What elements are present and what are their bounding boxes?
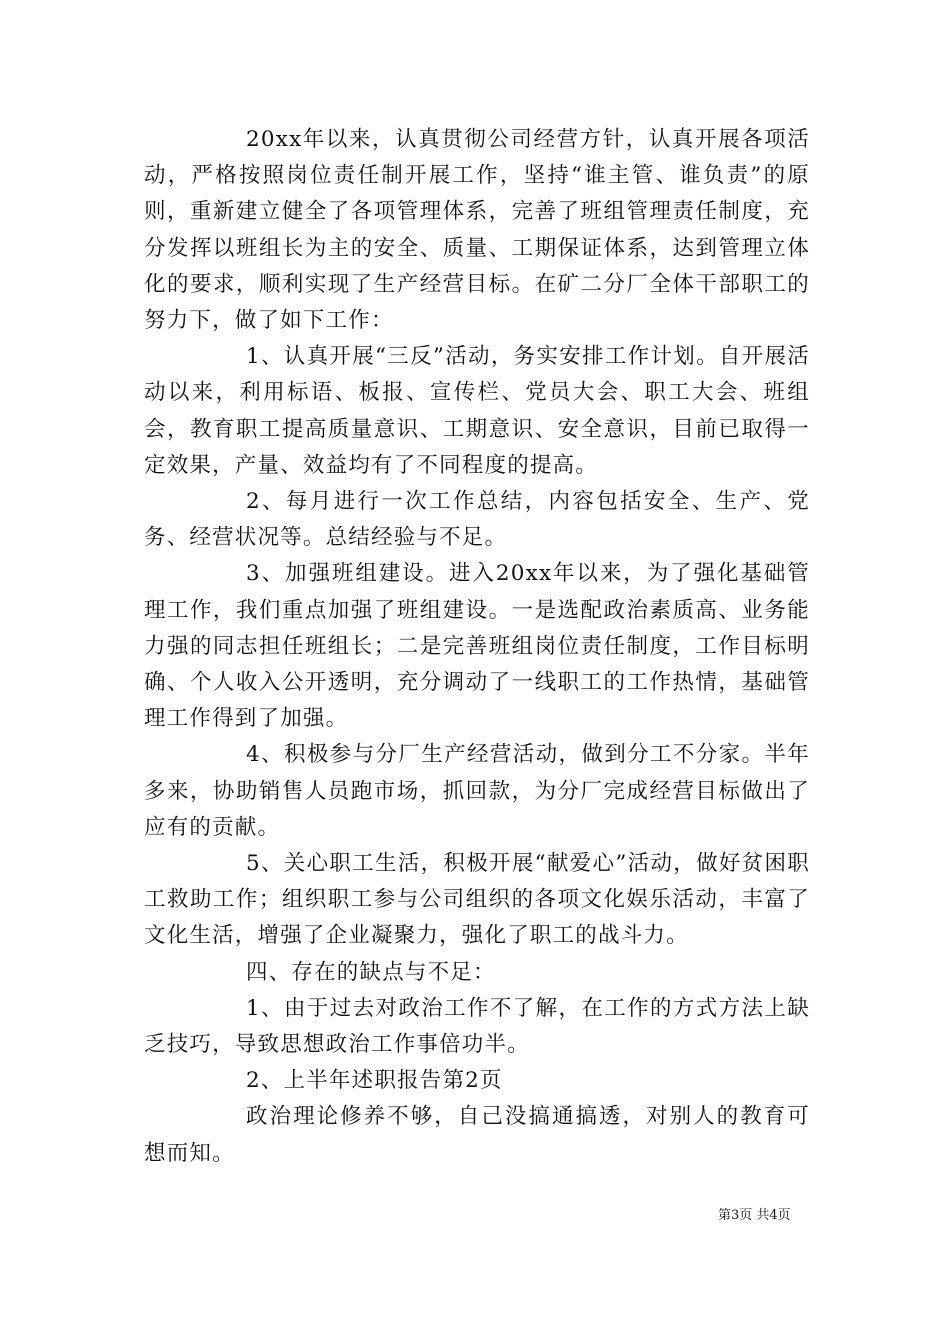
paragraph-item-2: 2、每月进行一次工作总结，内容包括安全、生产、党务、经营状况等。总结经验与不足。 [144, 489, 810, 551]
paragraph-item-3: 3、加强班组建设。进入20xx年以来，为了强化基础管理工作，我们重点加强了班组建设。一是选配政治素质高、业务能力强的同志担任班组长；二是完善班组岗位责任制度，工作目标明确、个人收入公开透明，充分调动了一线职工的工作热情，基础管理工作得到了加强。 [144, 561, 810, 732]
paragraph-shortcoming-1: 1、由于过去对政治工作不了解，在工作的方式方法上缺乏技巧，导致思想政治工作事倍功半。 [144, 995, 810, 1058]
document-body [144, 122, 810, 1172]
section-heading-shortcomings: 四、存在的缺点与不足： [246, 959, 496, 985]
paragraph-item-1: 1、认真开展“三反”活动，务实安排工作计划。自开展活动以来，利用标语、板报、宣传栏、党员大会、职工大会、班组会，教育职工提高质量意识、工期意识、安全意识，目前已取得一定效果，产量、效益均有了不同程度的提高。 [144, 344, 810, 478]
paragraph-shortcoming-2: 2、上半年述职报告第2页 [246, 1068, 503, 1094]
paragraph-item-5: 5、关心职工生活，积极开展“献爱心”活动，做好贫困职工救助工作；组织职工参与公司组织的各项文化娱乐活动，丰富了文化生活，增强了企业凝聚力，强化了职工的战斗力。 [144, 851, 810, 949]
page-number-footer: 第3页 共4页 [718, 1208, 791, 1223]
paragraph-item-4: 4、积极参与分厂生产经营活动，做到分工不分家。半年多来，协助销售人员跑市场，抓回款，为分厂完成经营目标做出了应有的贡献。 [144, 742, 810, 840]
paragraph-intro: 20xx年以来，认真贯彻公司经营方针，认真开展各项活动，严格按照岗位责任制开展工作，坚持“谁主管、谁负责”的原则，重新建立健全了各项管理体系，完善了班组管理责任制度，充分发挥以班组长为主的安全、质量、工期保证体系，达到管理立体化的要求，顺利实现了生产经营目标。在矿二分厂全体干部职工的努力下，做了如下工作： [144, 127, 810, 334]
paragraph-theory: 政治理论修养不够，自己没搞通搞透，对别人的教育可想而知。 [144, 1104, 810, 1166]
